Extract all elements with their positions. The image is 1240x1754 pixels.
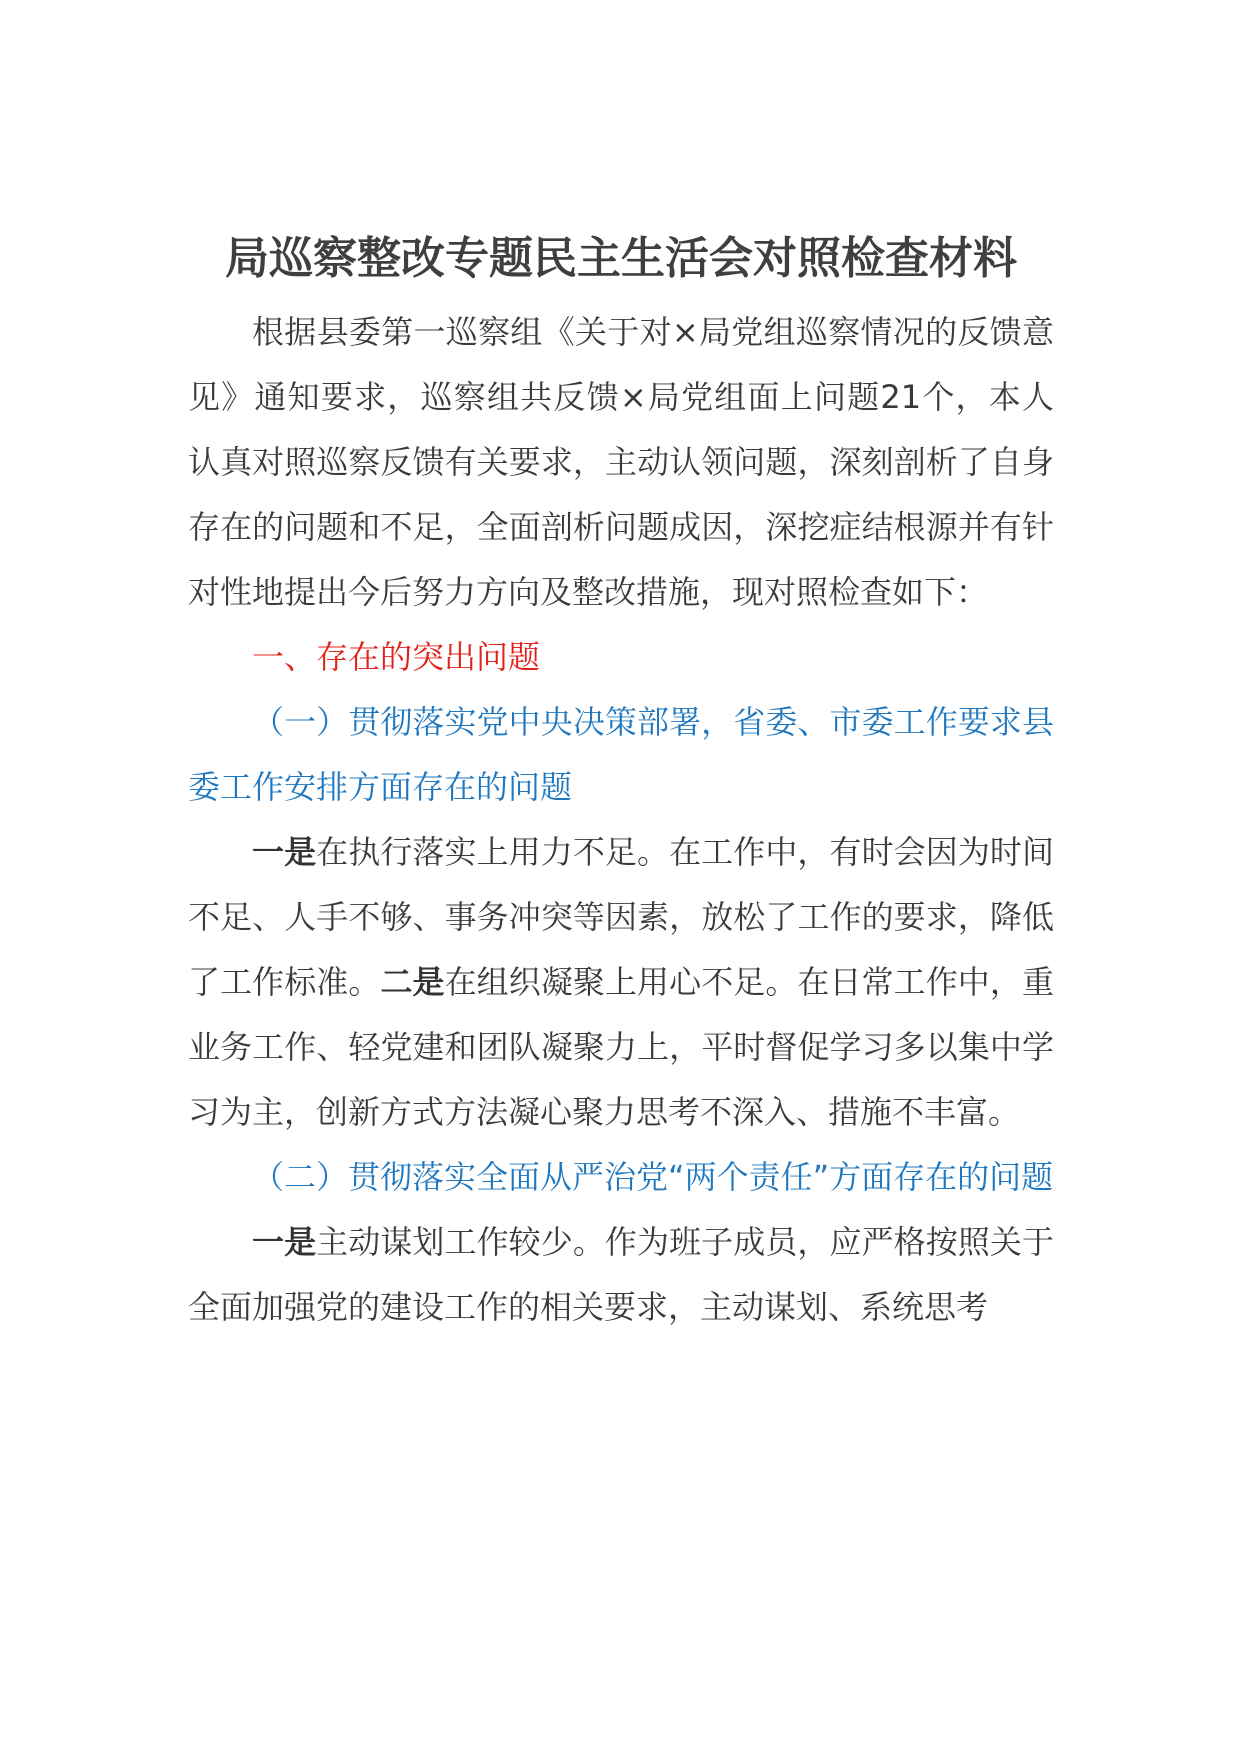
intro-paragraph: 根据县委第一巡察组《关于对×局党组巡察情况的反馈意见》通知要求，巡察组共反馈×局党组面上问题21个，本人认真对照巡察反馈有关要求，主动认领问题，深刻剖析了自身存在的问题和不足，全面剖析问题成因，深挖症结根源并有针对性地提出今后努力方向及整改措施，现对照检查如下： [188,313,1054,611]
point-text-1: 在执行落实上用力不足。在工作中，有时会因为时间不足、人手不够、事务冲突等因素，放松了工作的要求，降低了工作标准。 [188,833,1054,1001]
subsection-2-paragraph [188,1210,1054,1340]
point-lead-2: 二是 [380,963,445,1001]
point-lead-3: 一是 [252,1223,317,1261]
document-title: 局巡察整改专题民主生活会对照检查材料 [225,233,1017,285]
document-body [188,300,1054,1340]
section-heading-1: 一、存在的突出问题 [252,638,541,676]
subsection-heading-2: （二）贯彻落实全面从严治党“两个责任”方面存在的问题 [252,1158,1054,1196]
point-lead-1: 一是 [252,833,317,871]
point-text-2: 在组织凝聚上用心不足。在日常工作中，重业务工作、轻党建和团队凝聚力上，平时督促学习多以集中学习为主，创新方式方法凝心聚力思考不深入、措施不丰富。 [188,963,1054,1131]
point-text-3: 主动谋划工作较少。作为班子成员，应严格按照关于全面加强党的建设工作的相关要求，主动谋划、系统思考 [188,1223,1054,1326]
subsection-1-paragraph [188,820,1054,1145]
subsection-heading-1: （一）贯彻落实党中央决策部署，省委、市委工作要求县委工作安排方面存在的问题 [188,703,1054,806]
